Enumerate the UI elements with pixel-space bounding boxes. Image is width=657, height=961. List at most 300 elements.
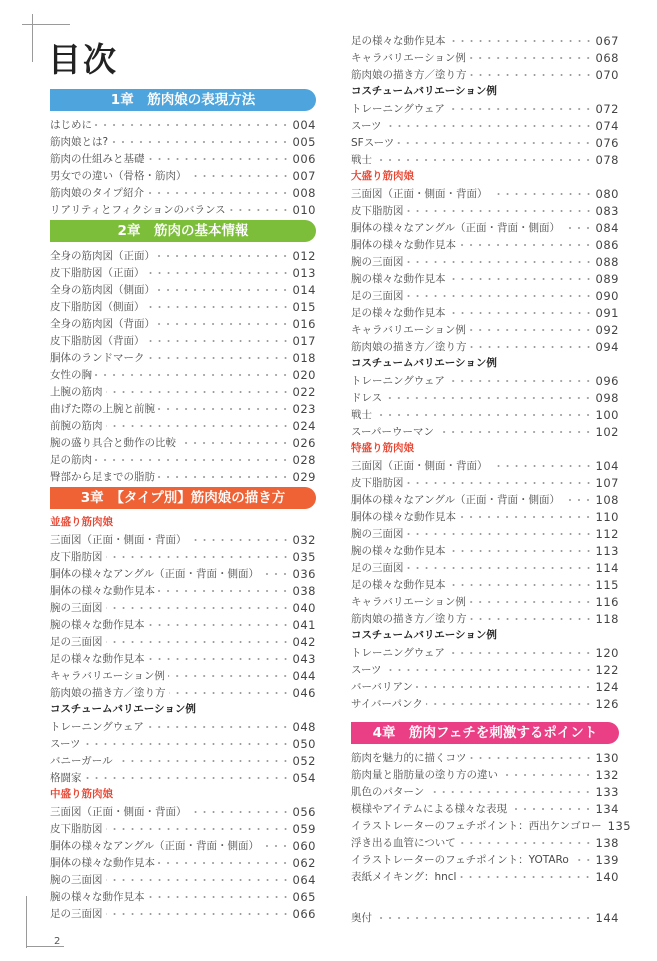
toc-entry[interactable] xyxy=(50,888,316,905)
toc-entry-title: 足の様々な動作見本 xyxy=(351,579,446,591)
toc-entry[interactable] xyxy=(50,417,316,434)
toc-entry-title: サイバーパンク xyxy=(351,698,423,710)
dot-leader xyxy=(106,641,290,643)
toc-entry-title: キャラバリエーション例 xyxy=(351,324,466,336)
toc-entry-page: 120 xyxy=(595,645,619,660)
toc-entry[interactable] xyxy=(351,610,619,627)
dot-leader xyxy=(262,573,289,575)
toc-entry-title: 胴体の様々な動作見本 xyxy=(351,239,456,251)
toc-entry-title: 前腕の筋肉 xyxy=(50,420,103,432)
toc-entry-page: 098 xyxy=(595,390,619,405)
dot-leader xyxy=(469,601,593,603)
dot-leader xyxy=(572,859,593,861)
toc-entry-page: 086 xyxy=(595,237,619,252)
toc-entry[interactable] xyxy=(351,800,619,817)
dot-leader xyxy=(416,686,592,688)
section-subheading: 中盛り筋肉娘 xyxy=(50,788,113,800)
toc-entry-page: 126 xyxy=(595,696,619,711)
toc-entry-title: 皮下脂肪図（正面） xyxy=(50,267,145,279)
toc-entry-title: はじめに xyxy=(50,119,92,131)
toc-entry-page: 023 xyxy=(292,401,316,416)
toc-entry-title: 全身の筋肉図（側面） xyxy=(50,284,155,296)
toc-entry-title: 腕の様々な動作見本 xyxy=(50,619,145,631)
toc-entry-title: 筋肉娘の描き方／塗り方 xyxy=(351,613,467,625)
toc-entry[interactable] xyxy=(50,349,316,366)
toc-entry-page: 062 xyxy=(292,855,316,870)
dot-leader xyxy=(148,272,290,274)
toc-entry[interactable] xyxy=(50,871,316,888)
toc-entry[interactable] xyxy=(351,287,619,304)
toc-entry[interactable] xyxy=(50,582,316,599)
toc-entry-title: 胴体のランドマーク xyxy=(50,352,145,364)
toc-entry-page: 022 xyxy=(292,384,316,399)
toc-entry[interactable] xyxy=(351,868,619,885)
toc-entry-title: 胴体の様々な動作見本 xyxy=(50,585,155,597)
toc-entry-page: 115 xyxy=(595,577,619,592)
toc-entry[interactable] xyxy=(351,474,619,491)
toc-entry-page: 114 xyxy=(595,560,619,575)
toc-entry-title: キャラバリエーション例 xyxy=(351,596,466,608)
toc-entry-page: 135 xyxy=(607,818,632,833)
toc-entry-title: 皮下脂肪図 xyxy=(50,551,103,563)
toc-entry[interactable] xyxy=(50,150,316,167)
toc-entry-page: 046 xyxy=(292,685,316,700)
toc-entry-page: 042 xyxy=(292,634,316,649)
toc-entry[interactable] xyxy=(50,769,316,786)
dot-leader xyxy=(563,227,592,229)
toc-entry[interactable] xyxy=(351,542,619,559)
dot-leader xyxy=(106,425,290,427)
dot-leader xyxy=(510,808,593,810)
section-subheading: コスチュームバリエーション例 xyxy=(50,703,196,715)
toc-entry-title: 皮下脂肪図（側面） xyxy=(50,301,145,313)
dot-leader xyxy=(459,842,593,844)
toc-entry[interactable] xyxy=(50,616,316,633)
toc-entry-page: 089 xyxy=(595,271,619,286)
toc-entry[interactable] xyxy=(50,854,316,871)
toc-entry-title: 三面図（正面・側面・背面） xyxy=(351,188,488,200)
toc-entry-title: 足の様々な動作見本 xyxy=(351,35,446,47)
toc-entry-page: 016 xyxy=(292,316,316,331)
toc-entry[interactable] xyxy=(351,389,619,406)
toc-entry-page: 043 xyxy=(292,651,316,666)
dot-leader xyxy=(375,414,593,416)
toc-entry[interactable] xyxy=(50,905,316,922)
toc-entry-page: 104 xyxy=(595,458,619,473)
toc-entry-title: 筋肉の仕組みと基礎 xyxy=(50,153,145,165)
toc-entry-page: 144 xyxy=(595,910,619,925)
dot-leader xyxy=(148,158,290,160)
toc-entry[interactable] xyxy=(351,270,619,287)
toc-entry[interactable] xyxy=(351,32,619,49)
toc-entry-title: 男女での違い（骨格・筋肉） xyxy=(50,170,187,182)
toc-entry[interactable] xyxy=(351,219,619,236)
toc-entry[interactable] xyxy=(351,321,619,338)
toc-entry-page: 029 xyxy=(292,469,316,484)
toc-entry[interactable] xyxy=(351,508,619,525)
toc-entry[interactable] xyxy=(351,151,619,168)
toc-entry-page: 020 xyxy=(292,367,316,382)
section-subheading: 並盛り筋肉娘 xyxy=(50,516,113,528)
toc-entry-page: 013 xyxy=(292,265,316,280)
toc-entry-page: 067 xyxy=(595,33,619,48)
dot-leader xyxy=(427,791,592,793)
toc-entry[interactable] xyxy=(50,667,316,684)
toc-entry[interactable] xyxy=(351,304,619,321)
toc-entry-title: 曲げた際の上腕と前腕 xyxy=(50,403,155,415)
toc-entry[interactable] xyxy=(351,576,619,593)
toc-entry-page: 133 xyxy=(595,784,619,799)
toc-entry[interactable] xyxy=(50,531,316,548)
dot-leader xyxy=(190,539,290,541)
toc-entry-title: 三面図（正面・側面・背面） xyxy=(50,534,187,546)
toc-entry[interactable] xyxy=(50,837,316,854)
toc-entry[interactable] xyxy=(351,817,632,834)
toc-entry[interactable] xyxy=(351,909,619,926)
toc-entry-page: 091 xyxy=(595,305,619,320)
toc-entry[interactable] xyxy=(351,766,619,783)
toc-entry-title: スーパーウーマン xyxy=(351,426,434,438)
toc-entry[interactable] xyxy=(351,661,619,678)
toc-entry[interactable] xyxy=(50,718,316,735)
dot-leader xyxy=(449,40,593,42)
dot-leader xyxy=(169,692,290,694)
dot-leader xyxy=(469,57,593,59)
toc-entry-page: 064 xyxy=(292,872,316,887)
toc-entry[interactable] xyxy=(50,332,316,349)
toc-entry-page: 068 xyxy=(595,50,619,65)
toc-entry[interactable] xyxy=(351,423,619,440)
toc-entry[interactable] xyxy=(351,185,619,202)
toc-entry-title: イラストレーターのフェチポイント：西出ケンゴロー xyxy=(351,820,602,832)
dot-leader xyxy=(501,774,593,776)
toc-entry-title: 腕の三面図 xyxy=(351,528,404,540)
dot-leader xyxy=(437,431,593,433)
toc-entry-page: 070 xyxy=(595,67,619,82)
toc-entry-title: 皮下脂肪図 xyxy=(50,823,103,835)
toc-entry-page: 090 xyxy=(595,288,619,303)
toc-entry-title: 筋肉娘のタイプ紹介 xyxy=(50,187,144,199)
toc-entry-page: 076 xyxy=(595,135,619,150)
dot-leader xyxy=(491,465,593,467)
dot-leader xyxy=(459,516,593,518)
toc-entry-title: 足の三面図 xyxy=(351,562,404,574)
dot-leader xyxy=(106,556,290,558)
toc-entry[interactable] xyxy=(50,167,316,184)
toc-entry[interactable] xyxy=(351,236,619,253)
dot-leader xyxy=(407,261,593,263)
toc-entry[interactable] xyxy=(351,593,619,610)
dot-leader xyxy=(148,357,290,359)
toc-entry-page: 007 xyxy=(292,168,316,183)
toc-entry-title: キャラバリエーション例 xyxy=(50,670,165,682)
dot-leader xyxy=(448,652,593,654)
toc-entry-title: 肌色のパターン xyxy=(351,786,425,798)
toc-entry-title: 胴体の様々なアングル（正面・背面・側面） xyxy=(50,840,260,852)
toc-entry-title: キャラバリエーション例 xyxy=(351,52,466,64)
dot-leader xyxy=(470,757,593,759)
toc-entry[interactable] xyxy=(50,633,316,650)
dot-leader xyxy=(385,397,592,399)
page-number: 2 xyxy=(54,936,61,947)
toc-entry-title: 浮き出る血管について xyxy=(351,837,456,849)
toc-entry[interactable] xyxy=(50,565,316,582)
toc-entry-page: 110 xyxy=(595,509,619,524)
toc-entry-page: 122 xyxy=(595,662,619,677)
dot-leader xyxy=(148,624,290,626)
dot-leader xyxy=(158,255,290,257)
section-subheading: 特盛り筋肉娘 xyxy=(351,442,414,454)
toc-entry-page: 088 xyxy=(595,254,619,269)
dot-leader xyxy=(148,658,290,660)
toc-entry-page: 040 xyxy=(292,600,316,615)
toc-entry[interactable] xyxy=(351,338,619,355)
toc-entry[interactable] xyxy=(351,678,619,695)
toc-entry-page: 018 xyxy=(292,350,316,365)
dot-leader xyxy=(407,295,593,297)
dot-leader xyxy=(407,482,593,484)
toc-entry-page: 096 xyxy=(595,373,619,388)
toc-entry-page: 060 xyxy=(292,838,316,853)
toc-entry-page: 041 xyxy=(292,617,316,632)
dot-leader xyxy=(158,862,290,864)
toc-entry[interactable] xyxy=(351,457,619,474)
toc-entry[interactable] xyxy=(50,684,316,701)
dot-leader xyxy=(158,408,290,410)
toc-entry[interactable] xyxy=(50,451,316,468)
dot-leader xyxy=(448,108,593,110)
toc-entry[interactable] xyxy=(351,834,619,851)
toc-entry[interactable] xyxy=(351,372,619,389)
toc-entry[interactable] xyxy=(351,117,619,134)
dot-leader xyxy=(470,346,593,348)
dot-leader xyxy=(106,828,290,830)
dot-leader xyxy=(158,289,290,291)
toc-entry[interactable] xyxy=(50,201,316,218)
toc-entry[interactable] xyxy=(50,803,316,820)
toc-entry-title: SFスーツ xyxy=(351,137,395,149)
toc-entry[interactable] xyxy=(50,247,316,264)
toc-entry[interactable] xyxy=(50,315,316,332)
dot-leader xyxy=(95,374,290,376)
toc-entry-page: 038 xyxy=(292,583,316,598)
toc-entry[interactable] xyxy=(50,281,316,298)
toc-entry-title: 胴体の様々な動作見本 xyxy=(50,857,155,869)
toc-entry[interactable] xyxy=(50,735,316,752)
toc-entry-title: 足の様々な動作見本 xyxy=(351,307,446,319)
crop-mark xyxy=(26,896,27,948)
toc-entry-title: 全身の筋肉図（正面） xyxy=(50,250,155,262)
toc-entry[interactable] xyxy=(50,468,316,485)
toc-entry[interactable] xyxy=(351,695,619,712)
toc-entry[interactable] xyxy=(50,366,316,383)
toc-entry-page: 044 xyxy=(292,668,316,683)
dot-leader xyxy=(459,876,592,878)
toc-entry-page: 134 xyxy=(595,801,619,816)
dot-leader xyxy=(84,743,290,745)
toc-entry-title: 筋肉娘とは? xyxy=(50,136,109,148)
toc-entry-page: 100 xyxy=(595,407,619,422)
toc-entry-page: 026 xyxy=(292,435,316,450)
toc-entry-title: トレーニングウェア xyxy=(351,103,445,115)
dot-leader xyxy=(491,193,593,195)
toc-entry-page: 074 xyxy=(595,118,619,133)
dot-leader xyxy=(179,442,290,444)
toc-entry-page: 092 xyxy=(595,322,619,337)
toc-entry[interactable] xyxy=(351,49,619,66)
toc-entry-page: 052 xyxy=(292,753,316,768)
toc-entry[interactable] xyxy=(351,202,619,219)
toc-entry[interactable] xyxy=(50,133,316,150)
toc-entry-page: 084 xyxy=(595,220,619,235)
toc-entry-page: 004 xyxy=(292,117,316,132)
chapter-heading: 2章 筋肉の基本情報 xyxy=(50,220,316,242)
toc-entry-title: 腕の三面図 xyxy=(351,256,404,268)
toc-entry-page: 112 xyxy=(595,526,619,541)
toc-entry[interactable] xyxy=(50,298,316,315)
dot-leader xyxy=(147,726,290,728)
toc-entry-title: スーツ xyxy=(351,664,382,676)
toc-entry[interactable] xyxy=(351,491,619,508)
toc-entry[interactable] xyxy=(50,599,316,616)
toc-entry-page: 054 xyxy=(292,770,316,785)
toc-entry-page: 036 xyxy=(292,566,316,581)
toc-entry[interactable] xyxy=(50,264,316,281)
dot-leader xyxy=(407,210,593,212)
toc-entry-page: 015 xyxy=(292,299,316,314)
toc-entry-title: 腕の三面図 xyxy=(50,602,103,614)
dot-leader xyxy=(229,209,290,211)
dot-leader xyxy=(375,917,593,919)
toc-entry-title: リアリティとフィクションのバランス xyxy=(50,204,226,216)
toc-entry-title: 筋肉量と脂肪量の塗り方の違い xyxy=(351,769,498,781)
toc-entry-title: トレーニングウェア xyxy=(351,647,445,659)
toc-entry[interactable] xyxy=(50,650,316,667)
dot-leader xyxy=(397,142,592,144)
toc-entry[interactable] xyxy=(50,383,316,400)
toc-entry[interactable] xyxy=(50,400,316,417)
dot-leader xyxy=(147,192,290,194)
toc-entry-page: 102 xyxy=(595,424,619,439)
dot-leader xyxy=(106,913,290,915)
toc-entry-title: バニーガール xyxy=(50,755,113,767)
toc-entry[interactable] xyxy=(351,100,619,117)
toc-entry-title: 足の三面図 xyxy=(351,290,404,302)
toc-entry-page: 113 xyxy=(595,543,619,558)
toc-entry-title: 胴体の様々なアングル（正面・背面・側面） xyxy=(351,494,561,506)
toc-entry-page: 107 xyxy=(595,475,619,490)
toc-entry-page: 006 xyxy=(292,151,316,166)
toc-entry-page: 080 xyxy=(595,186,619,201)
toc-entry-title: ドレス xyxy=(351,392,383,404)
toc-entry[interactable] xyxy=(50,752,316,769)
toc-entry-page: 083 xyxy=(595,203,619,218)
toc-entry-page: 065 xyxy=(292,889,316,904)
section-subheading: 大盛り筋肉娘 xyxy=(351,170,414,182)
toc-entry-title: 胴体の様々なアングル（正面・背面・側面） xyxy=(50,568,260,580)
toc-entry-title: 戦士 xyxy=(351,154,372,166)
toc-entry-title: スーツ xyxy=(50,738,81,750)
toc-entry[interactable] xyxy=(351,559,619,576)
toc-entry-title: 胴体の様々なアングル（正面・背面・側面） xyxy=(351,222,561,234)
dot-leader xyxy=(168,675,290,677)
toc-entry[interactable] xyxy=(351,749,619,766)
toc-entry[interactable] xyxy=(50,820,316,837)
toc-entry-title: 足の三面図 xyxy=(50,636,103,648)
dot-leader xyxy=(106,879,290,881)
dot-leader xyxy=(449,550,593,552)
toc-entry-title: 三面図（正面・側面・背面） xyxy=(351,460,488,472)
dot-leader xyxy=(106,607,290,609)
toc-entry-title: 腕の様々な動作見本 xyxy=(50,891,145,903)
toc-entry-page: 008 xyxy=(292,185,316,200)
toc-entry[interactable] xyxy=(351,851,619,868)
chapter-heading: 3章 【タイプ別】筋肉娘の描き方 xyxy=(50,487,316,509)
toc-entry[interactable] xyxy=(50,184,316,201)
toc-entry[interactable] xyxy=(351,783,619,800)
toc-entry[interactable] xyxy=(50,116,316,133)
toc-entry-title: 腕の盛り具合と動作の比較 xyxy=(50,437,176,449)
toc-entry-page: 024 xyxy=(292,418,316,433)
toc-entry-title: イラストレーターのフェチポイント：YOTARo xyxy=(351,854,569,866)
toc-entry-title: 足の三面図 xyxy=(50,908,103,920)
toc-entry-page: 005 xyxy=(292,134,316,149)
toc-entry-page: 059 xyxy=(292,821,316,836)
dot-leader xyxy=(190,175,290,177)
toc-entry-title: 上腕の筋肉 xyxy=(50,386,103,398)
dot-leader xyxy=(385,669,593,671)
toc-entry-title: 女性の胸 xyxy=(50,369,92,381)
toc-entry[interactable] xyxy=(351,253,619,270)
toc-entry-page: 048 xyxy=(292,719,316,734)
toc-entry-page: 140 xyxy=(595,869,619,884)
toc-entry-title: スーツ xyxy=(351,120,382,132)
toc-entry-title: 表紙メイキング：hncl xyxy=(351,871,457,883)
toc-entry-title: 腕の様々な動作見本 xyxy=(351,273,446,285)
toc-entry[interactable] xyxy=(50,434,316,451)
toc-entry[interactable] xyxy=(50,548,316,565)
toc-entry-title: 三面図（正面・側面・背面） xyxy=(50,806,187,818)
toc-entry-title: 筋肉を魅力的に描くコツ xyxy=(351,752,467,764)
dot-leader xyxy=(111,141,289,143)
toc-entry-page: 032 xyxy=(292,532,316,547)
dot-leader xyxy=(148,896,290,898)
chapter-heading: 4章 筋肉フェチを刺激するポイント xyxy=(351,722,619,744)
toc-entry-title: 筋肉娘の描き方／塗り方 xyxy=(351,69,467,81)
toc-entry-title: 足の様々な動作見本 xyxy=(50,653,145,665)
toc-entry[interactable] xyxy=(351,134,619,151)
dot-leader xyxy=(148,306,290,308)
toc-entry[interactable] xyxy=(351,525,619,542)
toc-entry-title: 臀部から足までの脂肪 xyxy=(50,471,155,483)
dot-leader xyxy=(106,391,290,393)
chapter-heading: 1章 筋肉娘の表現方法 xyxy=(50,89,316,111)
toc-entry-title: 皮下脂肪図 xyxy=(351,205,404,217)
dot-leader xyxy=(375,159,593,161)
toc-entry[interactable] xyxy=(351,66,619,83)
dot-leader xyxy=(470,74,593,76)
dot-leader xyxy=(95,124,290,126)
toc-entry-page: 094 xyxy=(595,339,619,354)
toc-entry-title: 皮下脂肪図 xyxy=(351,477,404,489)
toc-entry-page: 132 xyxy=(595,767,619,782)
dot-leader xyxy=(426,703,593,705)
dot-leader xyxy=(158,590,290,592)
toc-entry[interactable] xyxy=(351,406,619,423)
toc-entry[interactable] xyxy=(351,644,619,661)
toc-entry-page: 028 xyxy=(292,452,316,467)
dot-leader xyxy=(116,760,290,762)
